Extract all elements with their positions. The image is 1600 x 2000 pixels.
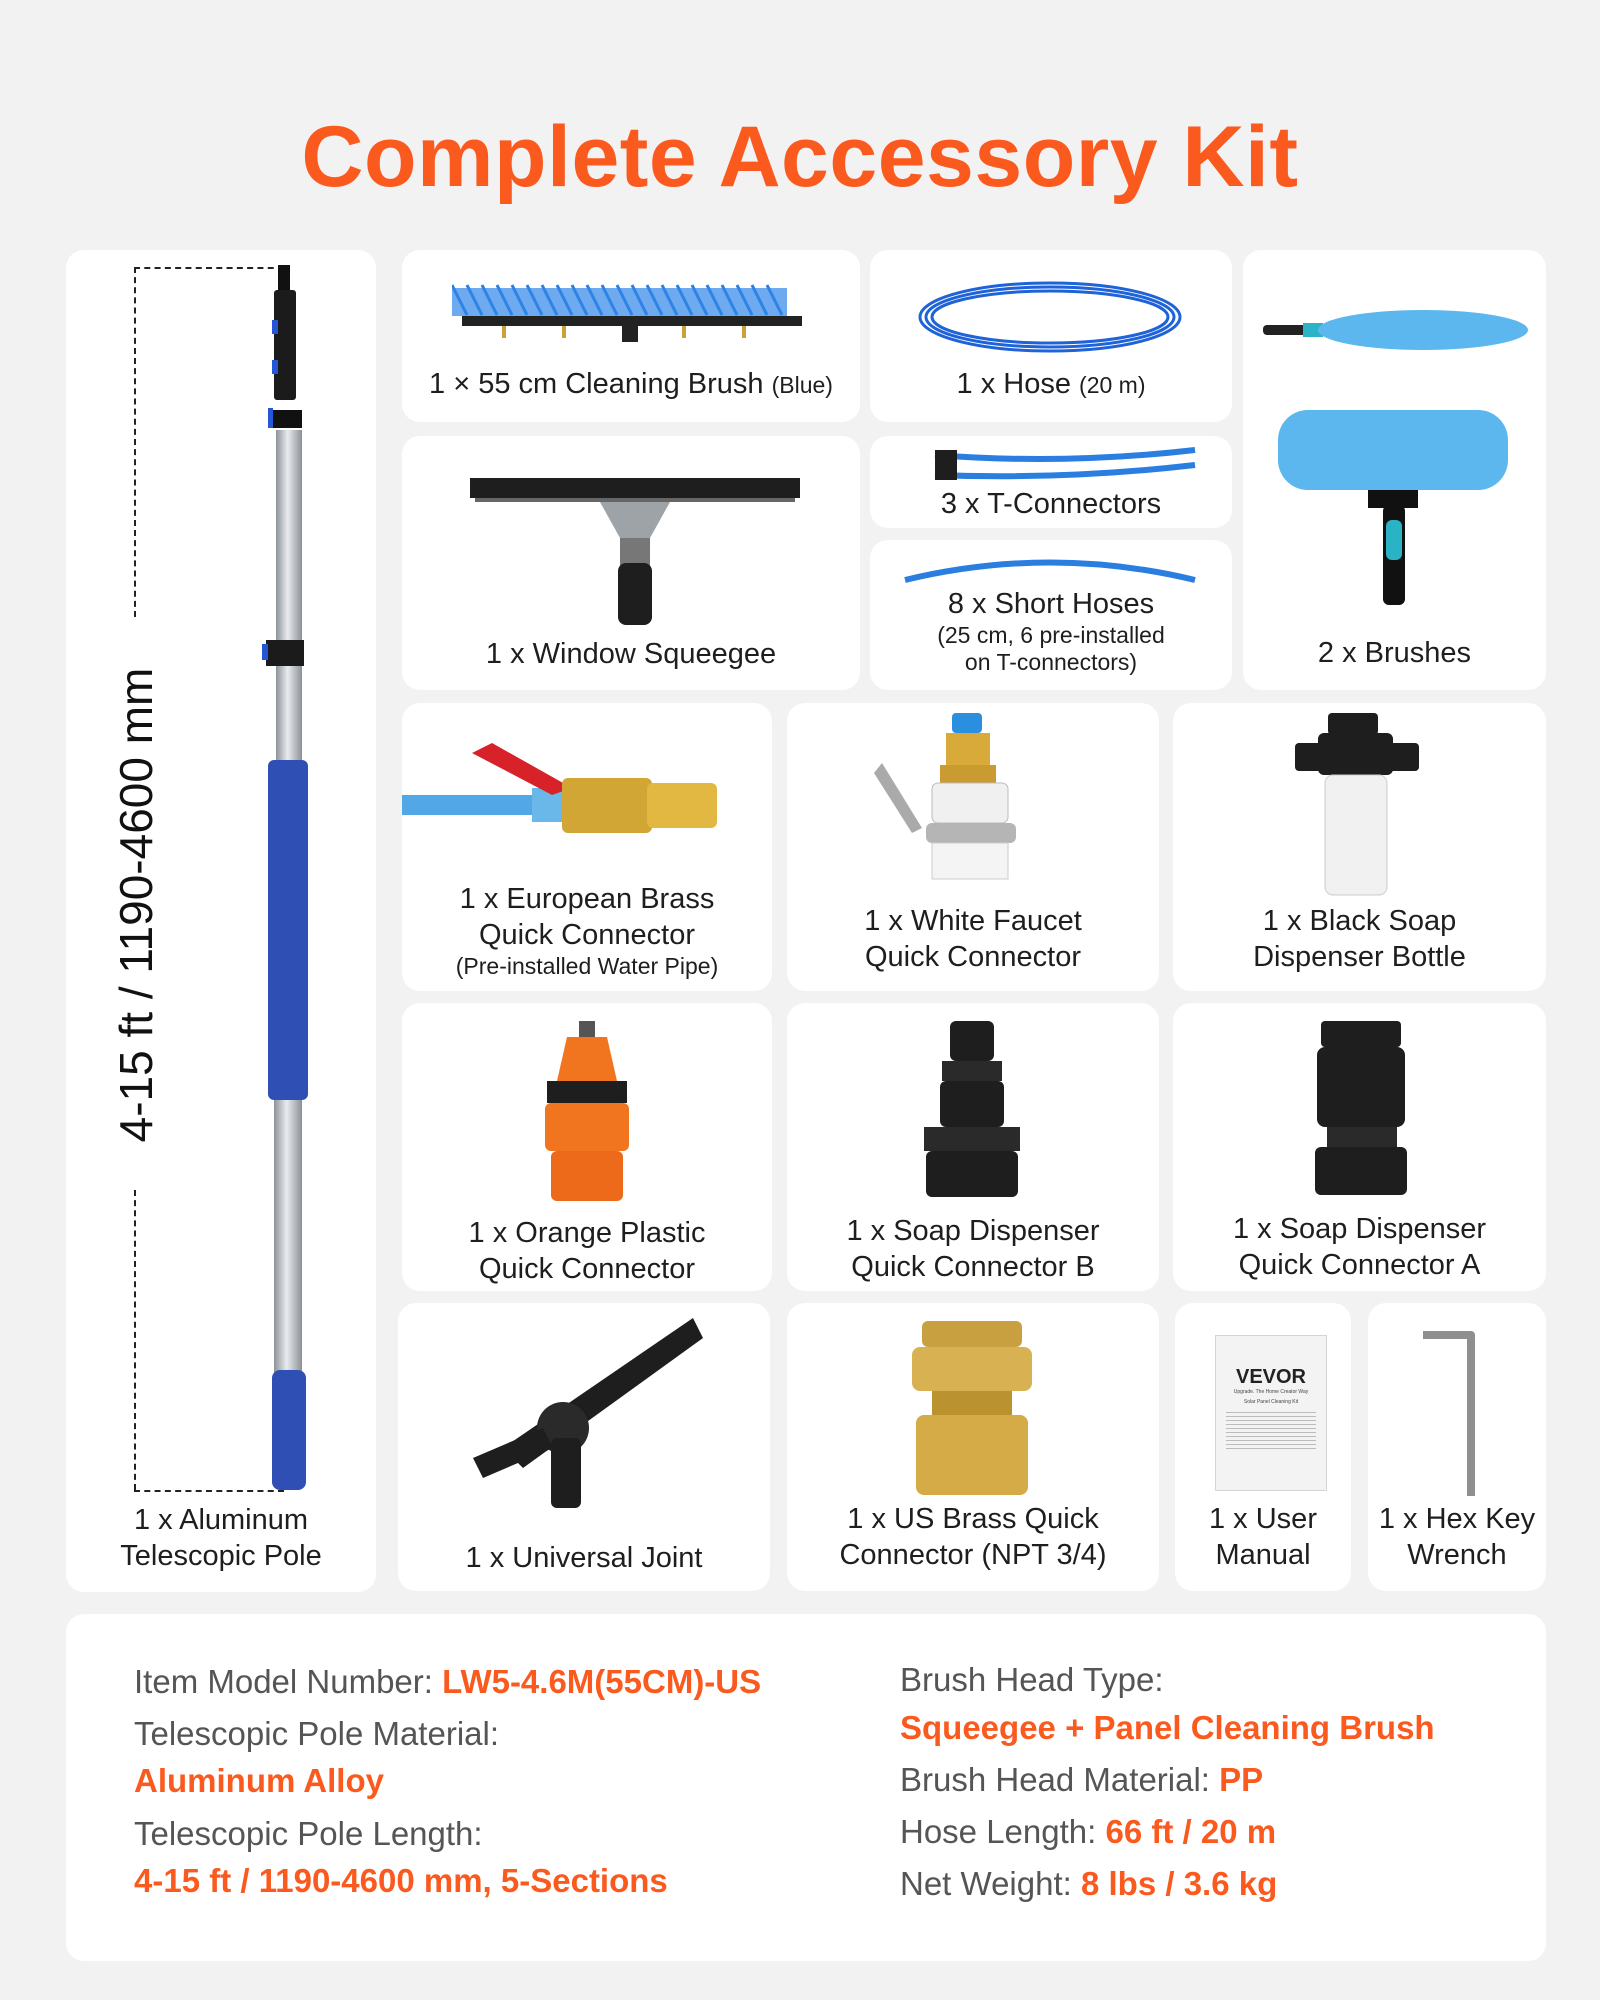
soap-connector-a-label-2: Quick Connector A [1238, 1249, 1481, 1281]
european-connector-card [402, 703, 772, 991]
orange-connector-label-2: Quick Connector [479, 1253, 695, 1285]
t-connectors-card [870, 436, 1232, 528]
universal-joint-label: 1 x Universal Joint [465, 1542, 703, 1574]
orange-connector-label [408, 1215, 766, 1287]
white-faucet-card [787, 703, 1159, 991]
spec-pole-length [134, 1812, 483, 1856]
pole-dimension-label: 4-15 ft / 1190-4600 mm [110, 667, 162, 1143]
soap-bottle-card [1173, 703, 1546, 991]
spec-head-type-key: Brush Head Type: [900, 1661, 1164, 1698]
squeegee-image [470, 478, 800, 628]
spec-head-material-value: PP [1219, 1761, 1264, 1798]
manual-card [1175, 1303, 1351, 1591]
soap-connector-b-card [787, 1003, 1159, 1291]
us-connector-label [793, 1501, 1153, 1573]
spec-head-type [900, 1658, 1164, 1702]
hose-label-text: 1 x Hose [956, 368, 1071, 400]
spec-hose-length-key: Hose Length: [900, 1813, 1097, 1850]
manual-label-1: 1 x User [1209, 1503, 1317, 1535]
pole-label-line-1: 1 x Aluminum [133, 1504, 309, 1536]
spec-head-material [900, 1758, 1263, 1802]
soap-bottle-label-1: 1 x Black Soap [1262, 905, 1457, 937]
short-hoses-image [900, 550, 1200, 590]
manual-doc-title: Solar Panel Cleaning Kit [1243, 1399, 1299, 1405]
manual-tagline: Upgrade. The Home Creator Way [1233, 1389, 1309, 1395]
brushes-label: 2 x Brushes [1317, 637, 1472, 669]
pole-label-line-2: Telescopic Pole [120, 1540, 322, 1572]
spec-model-key: Item Model Number: [134, 1663, 433, 1700]
spec-hose-length-value: 66 ft / 20 m [1105, 1813, 1277, 1850]
manual-text-lines [1226, 1409, 1316, 1449]
white-faucet-label [793, 903, 1153, 975]
spec-pole-length-value: 4-15 ft / 1190-4600 mm, 5-Sections [134, 1862, 668, 1899]
spec-weight [900, 1862, 1277, 1906]
short-hoses-card [870, 540, 1232, 690]
short-hoses-note-2: on T-connectors) [964, 649, 1138, 675]
orange-connector-image [527, 1021, 647, 1211]
white-faucet-label-1: 1 x White Faucet [864, 905, 1082, 937]
hose-card [870, 250, 1232, 422]
squeegee-card [402, 436, 860, 690]
spec-head-material-key: Brush Head Material: [900, 1761, 1210, 1798]
spec-pole-length-key: Telescopic Pole Length: [134, 1815, 483, 1852]
soap-bottle-image [1293, 713, 1423, 903]
spec-model [134, 1660, 761, 1704]
cleaning-brush-image [452, 280, 812, 350]
manual-label-2: Manual [1215, 1539, 1311, 1571]
spec-pole-length-value-row [134, 1859, 668, 1903]
european-connector-label [408, 881, 766, 980]
us-connector-label-2: Connector (NPT 3/4) [839, 1539, 1107, 1571]
white-faucet-label-2: Quick Connector [865, 941, 1081, 973]
spec-head-type-value: Squeegee + Panel Cleaning Brush [900, 1709, 1435, 1746]
soap-connector-a-label-1: 1 x Soap Dispenser [1232, 1213, 1487, 1245]
universal-joint-card [398, 1303, 770, 1591]
t-connectors-image [915, 440, 1205, 490]
soap-connector-a-image [1301, 1021, 1421, 1201]
short-hoses-label [876, 586, 1226, 676]
soap-connector-b-image [912, 1021, 1032, 1201]
specs-panel [66, 1614, 1546, 1961]
soap-bottle-label [1179, 903, 1540, 975]
us-connector-label-1: 1 x US Brass Quick [847, 1503, 1099, 1535]
spec-pole-material-key: Telescopic Pole Material: [134, 1715, 499, 1752]
t-connectors-label: 3 x T-Connectors [940, 488, 1162, 520]
short-hoses-label-text: 8 x Short Hoses [947, 588, 1155, 620]
spec-hose-length [900, 1810, 1276, 1854]
spec-weight-value: 8 lbs / 3.6 kg [1080, 1865, 1278, 1902]
spec-weight-key: Net Weight: [900, 1865, 1072, 1902]
short-hoses-note-1: (25 cm, 6 pre-installed [937, 622, 1165, 648]
cleaning-brush-label [408, 366, 854, 403]
duster-brush-image [1263, 305, 1533, 355]
orange-connector-card [402, 1003, 772, 1291]
microfiber-brush-image [1273, 400, 1513, 610]
page-title: Complete Accessory Kit [301, 109, 1299, 205]
pole-card [66, 250, 376, 1592]
squeegee-label: 1 x Window Squeegee [485, 638, 777, 670]
soap-bottle-label-2: Dispenser Bottle [1253, 941, 1466, 973]
dimension-line-upper [134, 267, 136, 617]
manual-label [1181, 1501, 1345, 1573]
manual-brand: VEVOR [1235, 1366, 1307, 1388]
spec-pole-material-value-row [134, 1759, 384, 1803]
hex-key-label-2: Wrench [1407, 1539, 1507, 1571]
soap-connector-b-label-2: Quick Connector B [851, 1251, 1095, 1283]
cleaning-brush-note: (Blue) [771, 372, 833, 398]
hose-label [876, 366, 1226, 403]
brushes-card [1243, 250, 1546, 690]
spec-pole-material-value: Aluminum Alloy [134, 1762, 384, 1799]
soap-connector-a-card [1173, 1003, 1546, 1291]
hose-note: (20 m) [1079, 372, 1146, 398]
cleaning-brush-label-text: 1 × 55 cm Cleaning Brush [429, 368, 764, 400]
european-connector-image [402, 733, 732, 853]
european-connector-label-1: 1 x European Brass [459, 883, 715, 915]
hose-image [910, 275, 1190, 360]
soap-connector-a-label [1179, 1211, 1540, 1283]
us-connector-card [787, 1303, 1159, 1591]
european-connector-note: (Pre-installed Water Pipe) [455, 953, 719, 979]
hex-key-card [1368, 1303, 1546, 1591]
us-connector-image [902, 1321, 1042, 1501]
dimension-line-lower [134, 1190, 136, 1490]
cleaning-brush-card [402, 250, 860, 422]
spec-pole-material [134, 1712, 499, 1756]
telescopic-pole-image [206, 260, 326, 1500]
spec-head-type-value-row [900, 1706, 1435, 1750]
hex-key-label-1: 1 x Hex Key [1378, 1503, 1536, 1535]
white-faucet-image [872, 713, 1072, 883]
soap-connector-b-label-1: 1 x Soap Dispenser [846, 1215, 1100, 1247]
european-connector-label-2: Quick Connector [479, 919, 695, 951]
spec-model-value: LW5-4.6M(55CM)-US [442, 1663, 762, 1700]
manual-booklet [1215, 1335, 1327, 1491]
soap-connector-b-label [793, 1213, 1153, 1285]
orange-connector-label-1: 1 x Orange Plastic [468, 1217, 706, 1249]
universal-joint-image [463, 1318, 703, 1518]
hex-key-image [1413, 1331, 1493, 1501]
hex-key-label [1374, 1501, 1540, 1573]
pole-label [72, 1502, 370, 1574]
